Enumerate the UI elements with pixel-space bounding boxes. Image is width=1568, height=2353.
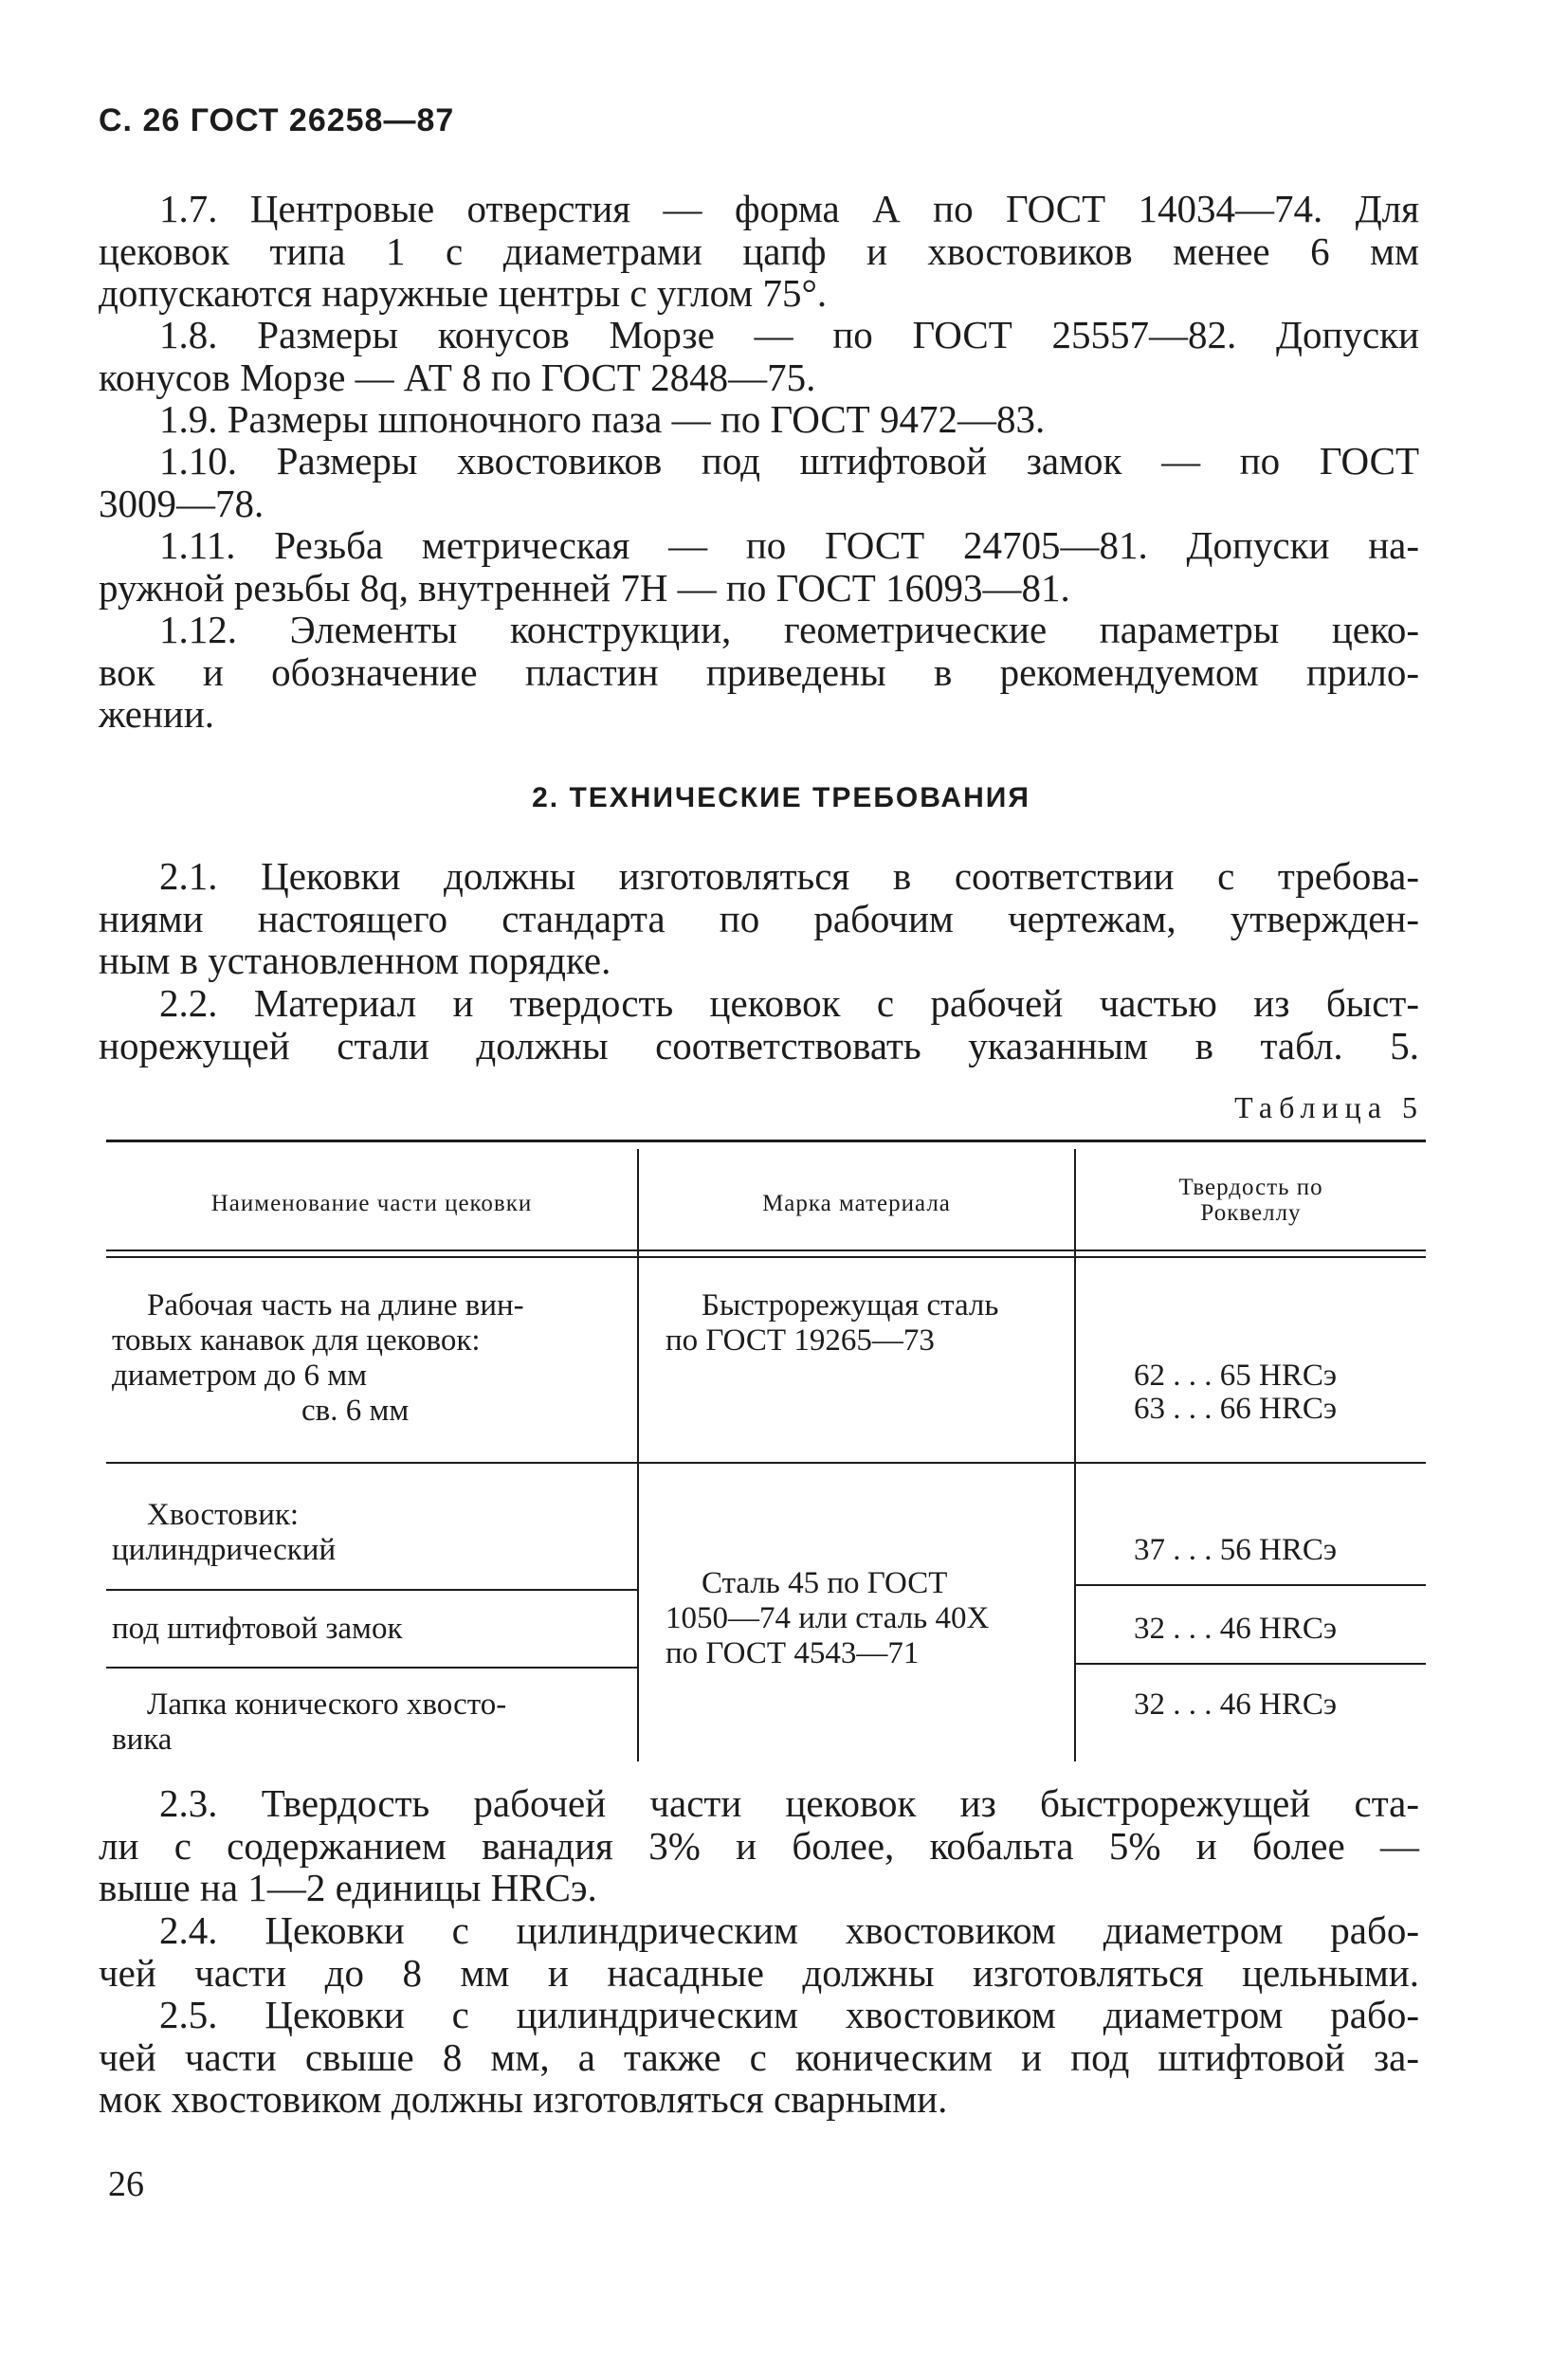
paragraph-1-11: 1.11. Резьба метрическая — по ГОСТ 24705—81. Допуски на- ружной резьбы 8q, внутренней 7H — по ГОСТ 16093—81.: [99, 523, 1419, 610]
row1-material-line1: Быстрорежущая сталь: [702, 1288, 999, 1322]
row2-hardness-cyl: 37 . . . 56 HRCэ: [1134, 1533, 1338, 1567]
section-title: 2. ТЕХНИЧЕСКИЕ ТРЕБОВАНИЯ: [532, 782, 1030, 813]
row1-bottom-rule: [106, 1462, 1426, 1464]
col-divider-1: [637, 1149, 639, 1761]
paragraph-1-7: 1.7. Центровые отверстия — форма А по ГОСТ 14034—74. Для цековок типа 1 с диаметрами цапф и хвостовиков менее 6 мм допускаются наружные центры с углом 75°.: [99, 187, 1419, 315]
col-header-part: Наименование части цековки: [210, 1191, 533, 1216]
row-cyl-bottom-rule-right: [1076, 1584, 1426, 1586]
paragraph-1-10: 1.10. Размеры хвостовиков под штифтовой замок — по ГОСТ 3009—78.: [99, 439, 1419, 525]
row2-material-line1: Сталь 45 по ГОСТ: [702, 1566, 948, 1600]
row2-tang-line2: вика: [112, 1723, 173, 1757]
row1-material-line2: по ГОСТ 19265—73: [665, 1323, 935, 1358]
header-bottom-rule-2: [106, 1256, 1426, 1258]
row2-cylindrical: цилиндрический: [112, 1533, 337, 1567]
header-bottom-rule-1: [106, 1249, 1426, 1251]
paragraph-2-3: 2.3. Твердость рабочей части цековок из быстрорежущей ста- ли с содержанием ванадия 3% и более, кобальта 5% и более — выше на 1—2 единицы HRCэ.: [99, 1781, 1419, 1909]
row2-material-line2: 1050—74 или сталь 40Х: [665, 1601, 990, 1635]
row-cyl-bottom-rule-left: [106, 1589, 637, 1591]
row-pin-bottom-rule-left: [106, 1667, 637, 1669]
col-header-material: Марка материала: [762, 1191, 951, 1216]
paragraph-1-8: 1.8. Размеры конусов Морзе — по ГОСТ 25557—82. Допуски конусов Морзе — АТ 8 по ГОСТ 2848—75.: [99, 313, 1419, 399]
row2-hardness-pin: 32 . . . 46 HRCэ: [1134, 1612, 1338, 1646]
col-header-hardness-line1: Твердость по: [1178, 1175, 1323, 1200]
row2-hardness-tang: 32 . . . 46 HRCэ: [1134, 1687, 1338, 1722]
row1-part-line3: диаметром до 6 мм: [112, 1359, 368, 1393]
row1-part-line4: св. 6 мм: [301, 1394, 410, 1428]
col-header-hardness-line2: Роквеллу: [1200, 1200, 1302, 1226]
row2-pin-lock: под штифтовой замок: [112, 1612, 403, 1646]
paragraph-2-1: 2.1. Цековки должны изготовляться в соответствии с требова- ниями настоящего стандарта по рабочим чертежам, утвержден- ным в установленном порядке.: [99, 854, 1419, 982]
row1-hardness-2: 63 . . . 66 HRCэ: [1134, 1392, 1338, 1426]
row-pin-bottom-rule-right: [1076, 1663, 1426, 1665]
row1-part-line2: товых канавок для цековок:: [112, 1323, 481, 1358]
col-divider-2: [1074, 1149, 1076, 1761]
row2-group-label: Хвостовик:: [147, 1498, 300, 1532]
paragraph-2-2: 2.2. Материал и твердость цековок с рабочей частью из быст- норежущей стали должны соответствовать указанным в табл. 5.: [99, 981, 1419, 1067]
paragraph-2-5: 2.5. Цековки с цилиндрическим хвостовиком диаметром рабо- чей части свыше 8 мм, а также с коническим и под штифтовой за- мок хвостовиком должны изготовляться сварными.: [99, 1993, 1419, 2121]
row2-material-line3: по ГОСТ 4543—71: [665, 1636, 920, 1670]
table-caption: Таблица 5: [1234, 1090, 1424, 1124]
page-number: 26: [108, 2164, 144, 2204]
row2-tang-line1: Лапка конического хвосто-: [147, 1687, 507, 1722]
row1-part-line1: Рабочая часть на длине вин-: [147, 1288, 524, 1322]
paragraph-1-12: 1.12. Элементы конструкции, геометрические параметры цеко- вок и обозначение пластин приведены в рекомендуемом прило- жении.: [99, 608, 1419, 736]
row1-hardness-1: 62 . . . 65 HRCэ: [1134, 1359, 1338, 1393]
paragraph-1-9: 1.9. Размеры шпоночного паза — по ГОСТ 9472—83.: [159, 397, 1046, 441]
table-top-rule: [106, 1140, 1426, 1142]
running-head: С. 26 ГОСТ 26258—87: [99, 102, 455, 138]
paragraph-2-4: 2.4. Цековки с цилиндрическим хвостовиком диаметром рабо- чей части до 8 мм и насадные должны изготовляться цельными.: [99, 1908, 1419, 1995]
